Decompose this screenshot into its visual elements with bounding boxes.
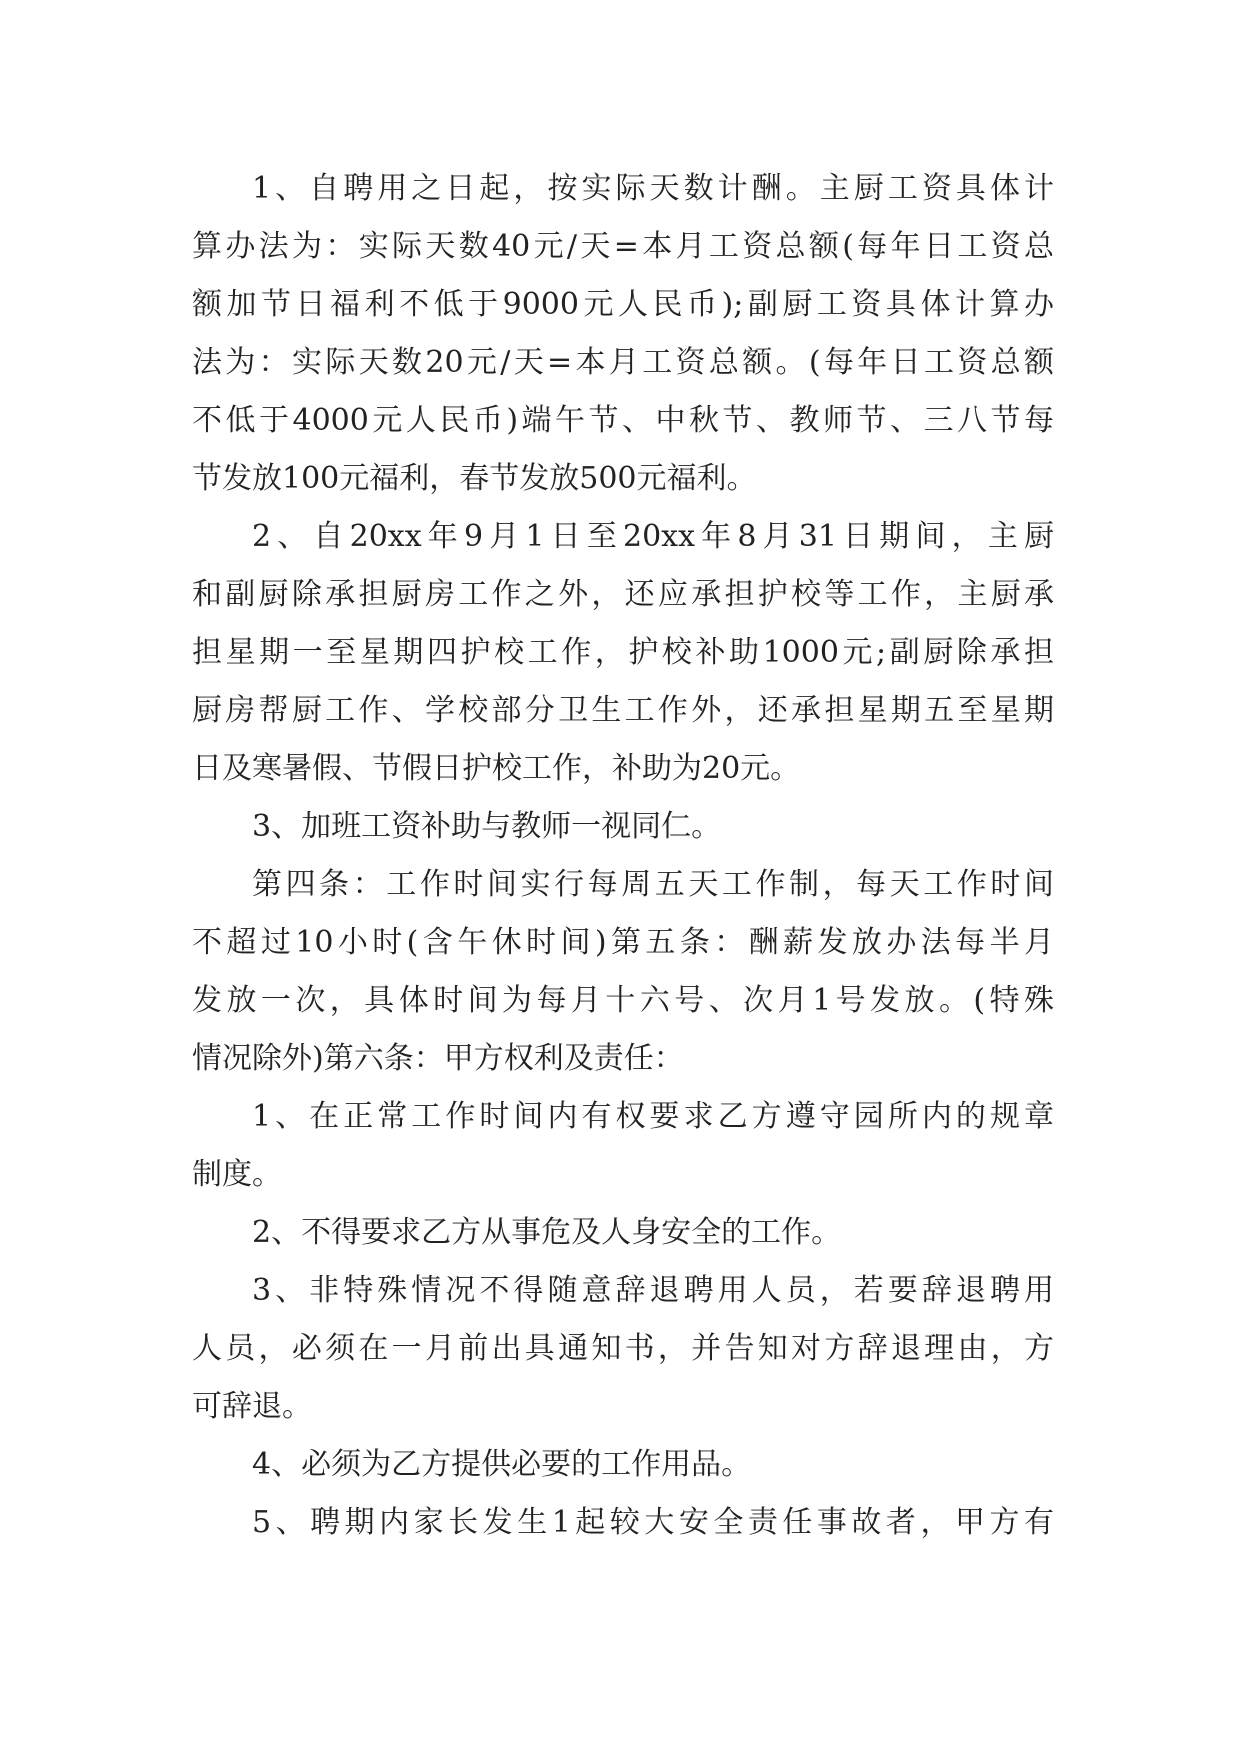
- text-line: 厨房帮厨工作、学校部分卫生工作外，还承担星期五至星期: [192, 693, 1054, 728]
- text-line: 情况除外)第六条：甲方权利及责任：: [192, 1041, 684, 1076]
- text-line: 节发放100元福利，春节发放500元福利。: [192, 461, 757, 496]
- text-line: 算办法为：实际天数40元/天=本月工资总额(每年日工资总: [192, 229, 1054, 264]
- text-line: 额加节日福利不低于9000元人民币);副厨工资具体计算办: [192, 287, 1054, 322]
- text-line: 2、不得要求乙方从事危及人身安全的工作。: [252, 1215, 842, 1250]
- text-line: 和副厨除承担厨房工作之外，还应承担护校等工作，主厨承: [192, 577, 1054, 612]
- text-line: 不超过10小时(含午休时间)第五条：酬薪发放办法每半月: [192, 925, 1054, 960]
- text-line: 2、自20xx年9月1日至20xx年8月31日期间，主厨: [252, 519, 1054, 554]
- text-line: 发放一次，具体时间为每月十六号、次月1号发放。(特殊: [192, 983, 1054, 1018]
- text-line: 不低于4000元人民币)端午节、中秋节、教师节、三八节每: [192, 403, 1054, 438]
- text-line: 5、聘期内家长发生1起较大安全责任事故者，甲方有: [252, 1505, 1054, 1540]
- text-line: 人员，必须在一月前出具通知书，并告知对方辞退理由，方: [192, 1331, 1054, 1366]
- text-line: 3、非特殊情况不得随意辞退聘用人员，若要辞退聘用: [252, 1273, 1054, 1308]
- text-line: 1、自聘用之日起，按实际天数计酬。主厨工资具体计: [252, 171, 1054, 206]
- text-line: 担星期一至星期四护校工作，护校补助1000元;副厨除承担: [192, 635, 1054, 670]
- text-line: 可辞退。: [192, 1389, 312, 1424]
- text-line: 4、必须为乙方提供必要的工作用品。: [252, 1447, 752, 1482]
- text-line: 3、加班工资补助与教师一视同仁。: [252, 809, 722, 844]
- document-body: [192, 160, 1054, 1552]
- text-line: 第四条：工作时间实行每周五天工作制，每天工作时间: [252, 867, 1054, 902]
- text-line: 日及寒暑假、节假日护校工作，补助为20元。: [192, 751, 801, 786]
- text-line: 制度。: [192, 1157, 282, 1192]
- text-line: 法为：实际天数20元/天=本月工资总额。(每年日工资总额: [192, 345, 1054, 380]
- text-line: 1、在正常工作时间内有权要求乙方遵守园所内的规章: [252, 1099, 1054, 1134]
